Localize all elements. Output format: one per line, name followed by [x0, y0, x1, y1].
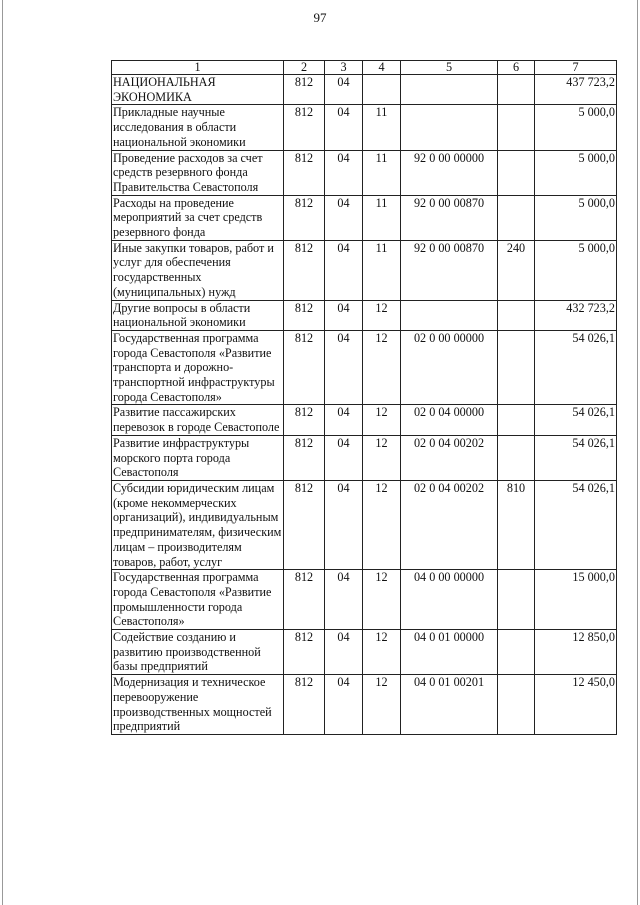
- table-row: [112, 480, 617, 569]
- row-section: 04: [325, 570, 363, 630]
- row-expense-type: [498, 405, 535, 435]
- row-target-article: [401, 105, 498, 150]
- row-name: Модернизация и техническое перевооружение производственных мощностей предприятий: [112, 675, 284, 735]
- row-section: 04: [325, 240, 363, 300]
- row-expense-type: [498, 330, 535, 405]
- row-expense-type: [498, 75, 535, 105]
- row-name: Иные закупки товаров, работ и услуг для обеспечения государственных (муниципальных) нужд: [112, 240, 284, 300]
- row-subsection: [363, 75, 401, 105]
- row-section: 04: [325, 75, 363, 105]
- row-subsection: 12: [363, 435, 401, 480]
- row-amount: 432 723,2: [535, 300, 617, 330]
- row-section: 04: [325, 675, 363, 735]
- table-row: [112, 75, 617, 105]
- row-section: 04: [325, 150, 363, 195]
- row-amount: 437 723,2: [535, 75, 617, 105]
- row-expense-type: [498, 630, 535, 675]
- row-expense-type: 240: [498, 240, 535, 300]
- row-target-article: 02 0 04 00202: [401, 435, 498, 480]
- row-name: Развитие пассажирских перевозок в городе Севастополе: [112, 405, 284, 435]
- budget-table: [111, 60, 617, 735]
- header-col-7: 7: [535, 61, 617, 75]
- page-number: 97: [313, 10, 327, 25]
- row-amount: 5 000,0: [535, 195, 617, 240]
- row-subsection: 12: [363, 570, 401, 630]
- row-subsection: 11: [363, 195, 401, 240]
- row-expense-type: 810: [498, 480, 535, 569]
- row-admin-code: 812: [284, 630, 325, 675]
- table-row: [112, 300, 617, 330]
- table-row: [112, 330, 617, 405]
- row-name: Государственная программа города Севастополя «Развитие транспорта и дорожно-транспортной инфраструктуры города Севастополя»: [112, 330, 284, 405]
- table-row: [112, 195, 617, 240]
- row-admin-code: 812: [284, 675, 325, 735]
- row-target-article: 02 0 04 00000: [401, 405, 498, 435]
- row-admin-code: 812: [284, 75, 325, 105]
- table-row: [112, 150, 617, 195]
- table-row: [112, 435, 617, 480]
- row-name: Развитие инфраструктуры морского порта города Севастополя: [112, 435, 284, 480]
- row-name: НАЦИОНАЛЬНАЯ ЭКОНОМИКА: [112, 75, 284, 105]
- row-section: 04: [325, 330, 363, 405]
- row-subsection: 11: [363, 105, 401, 150]
- table-row: [112, 570, 617, 630]
- row-expense-type: [498, 105, 535, 150]
- row-subsection: 12: [363, 405, 401, 435]
- row-name: Другие вопросы в области национальной экономики: [112, 300, 284, 330]
- row-target-article: 04 0 01 00000: [401, 630, 498, 675]
- row-section: 04: [325, 105, 363, 150]
- row-subsection: 12: [363, 300, 401, 330]
- row-target-article: 02 0 04 00202: [401, 480, 498, 569]
- row-amount: 15 000,0: [535, 570, 617, 630]
- row-expense-type: [498, 570, 535, 630]
- row-admin-code: 812: [284, 435, 325, 480]
- table-row: [112, 630, 617, 675]
- row-subsection: 11: [363, 240, 401, 300]
- row-amount: 54 026,1: [535, 330, 617, 405]
- row-admin-code: 812: [284, 480, 325, 569]
- row-subsection: 12: [363, 330, 401, 405]
- row-admin-code: 812: [284, 300, 325, 330]
- row-amount: 5 000,0: [535, 105, 617, 150]
- scan-border-right: [637, 0, 638, 905]
- row-amount: 12 850,0: [535, 630, 617, 675]
- row-target-article: 02 0 00 00000: [401, 330, 498, 405]
- row-target-article: 04 0 00 00000: [401, 570, 498, 630]
- row-subsection: 12: [363, 630, 401, 675]
- row-expense-type: [498, 300, 535, 330]
- row-target-article: [401, 300, 498, 330]
- row-expense-type: [498, 150, 535, 195]
- row-admin-code: 812: [284, 405, 325, 435]
- row-name: Содействие созданию и развитию производственной базы предприятий: [112, 630, 284, 675]
- row-section: 04: [325, 480, 363, 569]
- row-section: 04: [325, 630, 363, 675]
- row-target-article: 92 0 00 00870: [401, 240, 498, 300]
- header-col-3: 3: [325, 61, 363, 75]
- table-row: [112, 240, 617, 300]
- table-row: [112, 675, 617, 735]
- row-expense-type: [498, 675, 535, 735]
- header-col-6: 6: [498, 61, 535, 75]
- row-target-article: 04 0 01 00201: [401, 675, 498, 735]
- row-name: Субсидии юридическим лицам (кроме некоммерческих организаций), индивидуальным предпринимателям, физическим лицам – производителям товаров, работ, услуг: [112, 480, 284, 569]
- row-expense-type: [498, 435, 535, 480]
- header-col-2: 2: [284, 61, 325, 75]
- table-row: [112, 105, 617, 150]
- row-admin-code: 812: [284, 195, 325, 240]
- row-name: Расходы на проведение мероприятий за счет средств резервного фонда: [112, 195, 284, 240]
- row-amount: 54 026,1: [535, 435, 617, 480]
- row-subsection: 11: [363, 150, 401, 195]
- header-col-4: 4: [363, 61, 401, 75]
- row-amount: 54 026,1: [535, 480, 617, 569]
- row-name: Проведение расходов за счет средств резервного фонда Правительства Севастополя: [112, 150, 284, 195]
- row-amount: 12 450,0: [535, 675, 617, 735]
- page-bottom-blank: [0, 820, 640, 905]
- row-section: 04: [325, 405, 363, 435]
- header-col-1: 1: [112, 61, 284, 75]
- row-subsection: 12: [363, 675, 401, 735]
- row-subsection: 12: [363, 480, 401, 569]
- row-admin-code: 812: [284, 330, 325, 405]
- scan-border-left: [2, 0, 3, 905]
- row-section: 04: [325, 300, 363, 330]
- row-name: Государственная программа города Севастополя «Развитие промышленности города Севастополя»: [112, 570, 284, 630]
- row-admin-code: 812: [284, 105, 325, 150]
- row-admin-code: 812: [284, 570, 325, 630]
- row-admin-code: 812: [284, 150, 325, 195]
- row-amount: 5 000,0: [535, 240, 617, 300]
- table-row: [112, 405, 617, 435]
- header-row: [112, 61, 617, 75]
- row-name: Прикладные научные исследования в области национальной экономики: [112, 105, 284, 150]
- row-target-article: 92 0 00 00000: [401, 150, 498, 195]
- row-target-article: 92 0 00 00870: [401, 195, 498, 240]
- row-amount: 5 000,0: [535, 150, 617, 195]
- row-section: 04: [325, 435, 363, 480]
- row-expense-type: [498, 195, 535, 240]
- header-col-5: 5: [401, 61, 498, 75]
- row-amount: 54 026,1: [535, 405, 617, 435]
- row-target-article: [401, 75, 498, 105]
- row-admin-code: 812: [284, 240, 325, 300]
- row-section: 04: [325, 195, 363, 240]
